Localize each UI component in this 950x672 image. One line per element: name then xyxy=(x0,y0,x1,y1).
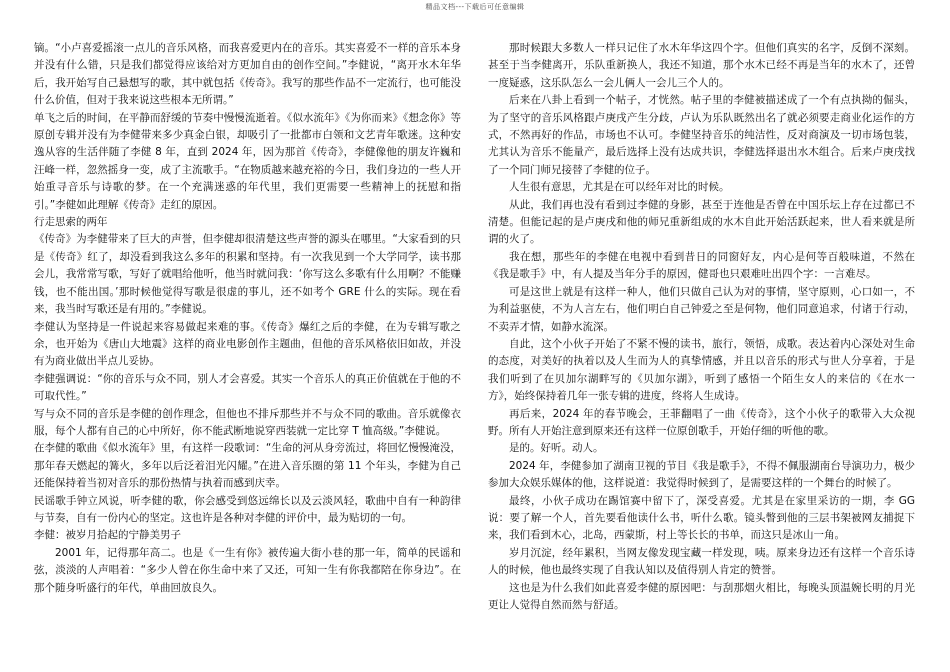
paragraph: 后来在八卦上看到一个帖子，才恍然。帖子里的李健被描述成了一个有点执拗的倔头，为了坚守的音乐风格跟卢庚戌产生分歧，卢认为乐队既然出名了就必须要走商业化运作的方式，不然再好的作品，市场也不认可。李健坚持音乐的纯洁性，反对商演及一切市场包装，尤其认为音乐不能量产，最后选择上没有达成共识，李健选择退出水木组合。后来卢庚戌找了一个同门师兄接替了李健的位子。 xyxy=(488,94,915,176)
paragraph: 在李健的歌曲《似水流年》里，有这样一段歌词：“生命的河从身旁流过，将回忆慢慢淹没，那年春天燃起的篝火，多年以后泛着泪光闪耀。”在进入音乐圈的第 11 个年头，李健为自己还能保持着当初对音乐的那份热情与执着而感到庆幸。 xyxy=(34,442,461,490)
paragraph: 自此，这个小伙子开始了不紧不慢的读书，旅行，领悟，成歌。表达着内心深处对生命的态度，对美好的执着以及人生而为人的真挚情感，并且以音乐的形式与世人分享着，于是我们听到了在贝加尔湖畔写的《贝加尔湖》，听到了感悟一个陌生女人的来信的《在水一方》，始终保持着几年一张专辑的进度，终将人生成诗。 xyxy=(488,337,915,403)
paragraph: 2024 年，李健参加了湖南卫视的节目《我是歌手》，不得不佩服湖南台导演功力，极少参加大众娱乐媒体的他，这样说道：我觉得时候到了，是需要这样的一个舞台的时候了。 xyxy=(488,459,915,490)
paragraph: 民谣歌手钟立风说，听李健的歌，你会感受到悠远绵长以及云淡风轻，歌曲中自有一种韵律与节奏，自有一份内心的坚定。这也许是各种对李健的评价中，最为贴切的一句。 xyxy=(34,494,461,524)
left-column xyxy=(34,40,461,597)
page-header: 精品文档---下载后可任意编辑 xyxy=(425,3,525,11)
paragraph: 人生很有意思，尤其是在可以经年对比的时候。 xyxy=(509,181,730,194)
paragraph: 再后来，2024 年的春节晚会，王菲翻唱了一曲《传奇》，这个小伙子的歌带入大众视野。所有人开始注意到原来还有这样一位原创歌手，开始仔细的听他的歌。 xyxy=(488,407,915,437)
paragraph: 我在想，那些年的李健在电视中看到昔日的同窗好友，内心是何等百般味道，不然在《我是歌手》中，有人提及当年分手的原因，健哥也只艰难吐出四个字：一言难尽。 xyxy=(488,250,915,281)
paragraph: 岁月沉淀，经年累积，当网友像发现宝藏一样发现，咦。原来身边还有这样一个音乐诗人的时候，他也最终实现了自我认知以及值得别人肯定的赞誉。 xyxy=(488,546,915,577)
paragraph: 从此，我们再也没有看到过李健的身影，甚至于连他是否曾在中国乐坛上存在过都已不清楚。但能记起的是卢庚戌和他的师兄重新组成的水木自此开始活跃起来，世人看来就是所谓的火了。 xyxy=(488,198,915,246)
right-column xyxy=(488,40,915,614)
paragraph: 那时候跟大多数人一样只记住了水木年华这四个字。但他们真实的名字，反倒不深刻。甚至于当李健离开，乐队重新换人，我还不知道，那个水木已经不再是当年的水木了，还曾一度疑惑，这乐队怎么一会儿俩人一会儿三个人的。 xyxy=(488,42,915,89)
section-heading: 行走思索的两年 xyxy=(34,216,108,229)
paragraph: 写与众不同的音乐是李健的创作理念，但他也不排斥那些并不与众不同的歌曲。音乐就像衣服，每个人都有自己的心中所好，你不能武断地说穿西装就一定比穿 T 恤高级。”李健说。 xyxy=(34,407,461,437)
paragraph: 可是这世上就是有这样一种人，他们只做自己认为对的事情，坚守原则，心口如一，不为利益驱使，不为人言左右，他们明白自己钟爱之至是何物，他们同意追求，付诸于行动，不卖弄才情，如静水流深。 xyxy=(488,285,915,333)
paragraph: 李健认为坚持是一件说起来容易做起来难的事。《传奇》爆红之后的李健，在为专辑写歌之余，也开始为《唐山大地震》这样的商业电影创作主题曲，但他的音乐风格依旧如故，并没有为商业做出半点儿妥协。 xyxy=(34,320,461,368)
paragraph: 单飞之后的时间，在平静而舒缓的节奏中慢慢流逝着。《似水流年》《为你而来》《想念你》等原创专辑并没有为李健带来多少真金白银，却吸引了一批都市白领和文艺青年歌迷。这种安逸从容的生活伴随了李健 8 年，直到 2024 年，因为那首《传奇》，李健像他的朋友许巍和汪峰一样，忽然摇身一变，成了主流歌手。“在物质越来越充裕的今日，我们身边的一些人开始重寻音乐与诗歌的梦。在一个充满迷惑的年代里，我们更需要一些精神上的抚慰和指引。”李健如此理解《传奇》走红的原因。 xyxy=(34,111,461,211)
paragraph: 最终，小伙子成功在踢馆赛中留下了，深受喜爱。尤其是在家里采访的一期，李 GG 说：要了解一个人，首先要看他读什么书，听什么歌。镜头瞥到他的三层书架被网友捕捉下来，我们看到木心，北岛，西蒙斯，村上等长长的书单，而这只是冰山一角。 xyxy=(488,494,915,542)
paragraph: 是的。好听。动人。 xyxy=(509,442,604,455)
paragraph: 《传奇》为李健带来了巨大的声誉，但李健却很清楚这些声誉的源头在哪里。“大家看到的只是《传奇》红了，却没看到我这么多年的积累和坚持。有一次我见到一个大学同学，读书那会儿，我常常写歌，写好了就唱给他听，他当时就问我：‘你写这么多歌有什么用啊？不能赚钱，也不能出国。’那时候他觉得写歌是很虚的事儿，还不如考个 GRE 什么的实际。现在看来，我当时写歌还是有用的。”李健说。 xyxy=(34,233,461,316)
paragraph: 2001 年，记得那年高二。也是《一生有你》被传遍大街小巷的那一年，简单的民谣和弦，淡淡的人声唱着：“多少人曾在你生命中来了又还，可知一生有你我都陪在你身边”。在那个随身听盛行的年代，单曲回放良久。 xyxy=(34,546,461,594)
paragraph: 李健强调说：“你的音乐与众不同，别人才会喜爱。其实一个音乐人的真正价值就在于他的不可取代性。” xyxy=(34,372,461,403)
paragraph: 这也是为什么我们如此喜爱李健的原因吧：与刮那烟火相比，每晚头顶温婉长明的月光更让人觉得自然而然与舒适。 xyxy=(488,581,915,611)
section-heading: 李健：被岁月拾起的宁静美男子 xyxy=(34,529,181,542)
paragraph: 镝。“小卢喜爱摇滚一点儿的音乐风格，而我喜爱更内在的音乐。其实喜爱不一样的音乐本身并没有什么错，只是我们都觉得应该给对方更加自由的创作空间。”李健说，“离开水木年华后，我开始写自己悬想写的歌，其中就包括《传奇》。我写的那些作品不一定流行，也可能没什么价值，但对于我来说这些根本无所谓。” xyxy=(34,42,461,107)
